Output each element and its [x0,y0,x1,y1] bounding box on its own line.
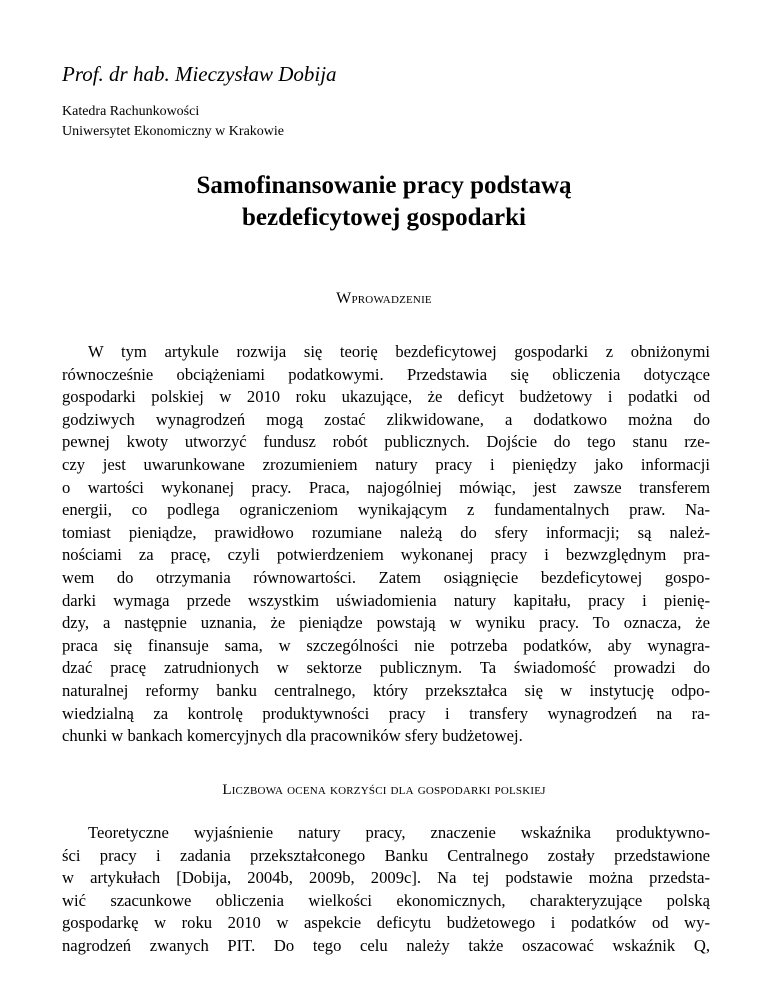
text-line: w artykułach [Dobija, 2004b, 2009b, 2009c]. Na tej podstawie można przedsta- [62,868,710,888]
text-line: dzać pracę zatrudnionych w sektorze publicznym. Ta świadomość prowadzi do [62,658,710,678]
section-heading-numerical-assessment: Liczbowa ocena korzyści dla gospodarki polskiej [222,782,546,798]
text-line: chunki w bankach komercyjnych dla pracowników sfery budżetowej. [62,726,523,746]
text-line: tomiast pieniądze, prawidłowo rozumiane należą do sfery informacji; są należ- [62,522,710,542]
text-line: wić szacunkowe obliczenia wielkości ekonomicznych, charakteryzujące polską [62,890,710,910]
text-line: godziwych wynagrodzeń mogą zostać zlikwidowane, a dodatkowo można do [62,409,710,429]
text-line: nagrodzeń zwanych PIT. Do tego celu należy także oszacować wskaźnik Q, [62,935,710,955]
text-line: równocześnie obciążeniami podatkowymi. Przedstawia się obliczenia dotyczące [62,364,710,384]
introduction-paragraph [62,341,710,748]
text-line: pewnej kwoty utworzyć fundusz robót publicznych. Dojście do tego stanu rze- [62,432,710,452]
text-line: dzy, a następnie uznania, że pieniądze powstają w wyniku pracy. To oznacza, że [62,613,710,633]
text-line: naturalnej reformy banku centralnego, który przekształca się w instytucję odpo- [62,680,710,700]
text-line: ści pracy i zadania przekształconego Banku Centralnego zostały przedstawione [62,845,710,865]
text-line: darki wymaga przede wszystkim uświadomienia natury kapitału, pracy i pienię- [62,590,710,610]
text-line: czy jest uwarunkowane zrozumieniem natury pracy i pieniędzy jako informacji [62,454,710,474]
author-name: Prof. dr hab. Mieczysław Dobija [62,62,337,86]
text-line: praca się finansuje sama, w szczególności nie potrzeba podatków, aby wynagra- [62,635,710,655]
numerical-assessment-paragraph [62,822,710,958]
text-line: energii, co podlega ograniczeniom wynikającym z fundamentalnych praw. Na- [62,500,710,520]
text-line: o wartości wykonanej pracy. Praca, najogólniej mówiąc, jest zawsze transferem [62,477,710,497]
text-line: nościami za pracę, czyli potwierdzeniem wykonanej pracy i bezwzględnym pra- [62,545,710,565]
text-line: Teoretyczne wyjaśnienie natury pracy, znaczenie wskaźnika produktywno- [88,823,710,842]
text-line: wiedzialną za kontrolę produktywności pracy i transfery wynagrodzeń na ra- [62,703,710,723]
paper-title-line-2: bezdeficytowej gospodarki [242,204,526,231]
text-line: wem do otrzymania równowartości. Zatem osiągnięcie bezdeficytowej gospo- [62,567,710,587]
text-line: gospodarkę w roku 2010 w aspekcie deficytu budżetowego i podatków od wy- [62,913,710,933]
paper-title-line-1: Samofinansowanie pracy podstawą [196,172,572,199]
text-line: W tym artykule rozwija się teorię bezdeficytowej gospodarki z obniżonymi [88,342,710,361]
text-line: gospodarki polskiej w 2010 roku ukazujące, że deficyt budżetowy i podatki od [62,387,710,407]
section-heading-introduction: Wprowadzenie [336,290,432,307]
affiliation-university: Uniwersytet Ekonomiczny w Krakowie [62,124,284,139]
affiliation-department: Katedra Rachunkowości [62,104,200,119]
